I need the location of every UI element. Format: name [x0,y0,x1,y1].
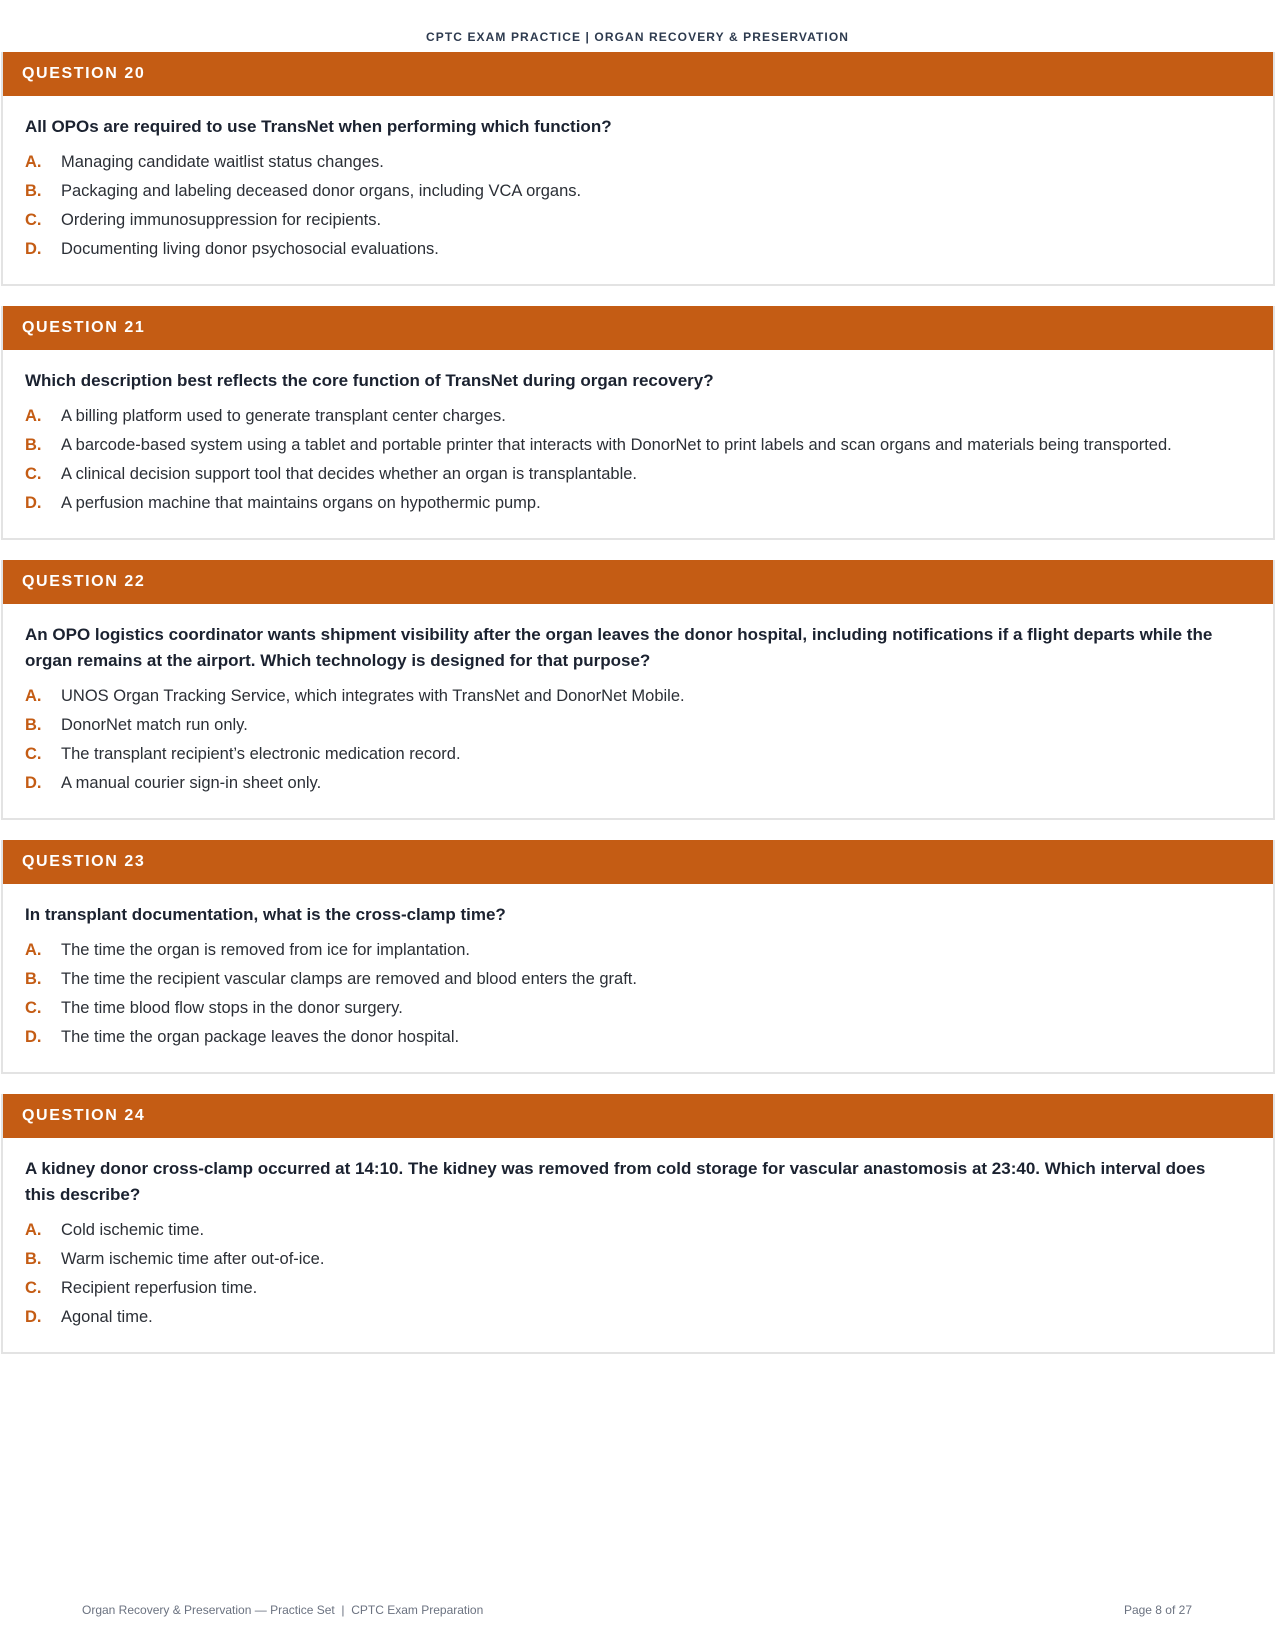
option-text: Cold ischemic time. [61,1221,205,1239]
answer-option-a[interactable] [25,682,1251,711]
question-stem: An OPO logistics coordinator wants shipment visibility after the organ leaves the donor hospital, including notifications if a flight departs while the organ remains at the airport. Which technology is designed for that purpose? [25,625,1213,670]
footer-document-title: Organ Recovery & Preservation — Practice Set | CPTC Exam Preparation [82,1603,484,1617]
option-text: A clinical decision support tool that decides whether an organ is transplantable. [61,465,638,483]
answer-options [25,1216,1251,1332]
question-body [3,884,1273,1072]
option-text: The time blood flow stops in the donor surgery. [61,999,403,1017]
question-card [1,52,1275,286]
option-text: Warm ischemic time after out-of-ice. [61,1250,325,1268]
option-letter: C. [25,999,42,1017]
option-letter: D. [25,494,42,512]
option-letter: B. [25,436,42,454]
option-text: A perfusion machine that maintains organs on hypothermic pump. [61,494,541,512]
option-letter: A. [25,687,42,705]
question-card [1,560,1275,820]
answer-options [25,402,1251,518]
option-letter: C. [25,211,42,229]
option-text: Ordering immunosuppression for recipients. [61,211,382,229]
running-header: CPTC EXAM PRACTICE | ORGAN RECOVERY & PRESERVATION [425,30,850,44]
question-stem: In transplant documentation, what is the cross-clamp time? [25,905,506,924]
option-letter: A. [25,941,42,959]
option-text: DonorNet match run only. [61,716,248,734]
answer-options [25,148,1251,264]
option-letter: B. [25,182,42,200]
option-letter: B. [25,970,42,988]
answer-option-b[interactable] [25,965,1251,994]
option-letter: B. [25,1250,42,1268]
answer-option-c[interactable] [25,206,1251,235]
answer-option-a[interactable] [25,936,1251,965]
option-text: Documenting living donor psychosocial evaluations. [61,240,439,258]
option-letter: C. [25,465,42,483]
question-card [1,840,1275,1074]
option-text: A billing platform used to generate transplant center charges. [61,407,506,425]
answer-option-b[interactable] [25,431,1251,460]
page-footer [82,1603,1192,1617]
option-text: The time the organ package leaves the donor hospital. [61,1028,460,1046]
answer-option-c[interactable] [25,1274,1251,1303]
answer-option-c[interactable] [25,460,1251,489]
option-text: UNOS Organ Tracking Service, which integrates with TransNet and DonorNet Mobile. [61,687,685,705]
question-number: QUESTION 24 [3,1094,1273,1138]
answer-option-b[interactable] [25,711,1251,740]
option-letter: A. [25,1221,42,1239]
answer-option-b[interactable] [25,177,1251,206]
answer-option-d[interactable] [25,769,1251,798]
option-text: The time the organ is removed from ice for implantation. [61,941,471,959]
option-letter: D. [25,774,42,792]
option-text: The transplant recipient’s electronic medication record. [61,745,461,763]
option-text: Agonal time. [61,1308,153,1326]
question-list [1,52,1275,1354]
option-letter: C. [25,745,42,763]
question-number: QUESTION 21 [3,306,1273,350]
question-card [1,306,1275,540]
answer-option-c[interactable] [25,994,1251,1023]
answer-option-d[interactable] [25,1303,1251,1332]
question-stem: All OPOs are required to use TransNet when performing which function? [25,117,612,136]
option-letter: D. [25,240,42,258]
question-number: QUESTION 23 [3,840,1273,884]
option-letter: D. [25,1028,42,1046]
answer-option-a[interactable] [25,148,1251,177]
question-body [3,350,1273,538]
answer-options [25,682,1251,798]
answer-option-d[interactable] [25,235,1251,264]
question-stem: Which description best reflects the core function of TransNet during organ recovery? [25,371,714,390]
option-letter: A. [25,407,42,425]
answer-option-a[interactable] [25,402,1251,431]
question-body [3,96,1273,284]
question-stem: A kidney donor cross-clamp occurred at 14:10. The kidney was removed from cold storage for vascular anastomosis at 23:40. Which interval does this describe? [25,1159,1206,1204]
question-body [3,1138,1273,1352]
question-number: QUESTION 20 [3,52,1273,96]
option-letter: A. [25,153,42,171]
question-body [3,604,1273,818]
option-letter: B. [25,716,42,734]
answer-options [25,936,1251,1052]
option-text: Recipient reperfusion time. [61,1279,258,1297]
page-number: Page 8 of 27 [1123,1603,1192,1617]
question-card [1,1094,1275,1354]
answer-option-d[interactable] [25,489,1251,518]
answer-option-b[interactable] [25,1245,1251,1274]
option-text: The time the recipient vascular clamps are removed and blood enters the graft. [61,970,637,988]
option-text: A manual courier sign-in sheet only. [61,774,322,792]
answer-option-a[interactable] [25,1216,1251,1245]
option-text: Packaging and labeling deceased donor organs, including VCA organs. [61,182,582,200]
option-text: Managing candidate waitlist status changes. [61,153,384,171]
question-number: QUESTION 22 [3,560,1273,604]
option-text: A barcode-based system using a tablet and portable printer that interacts with DonorNet to print labels and scan organs and materials being transported. [61,436,1172,454]
answer-option-d[interactable] [25,1023,1251,1052]
option-letter: D. [25,1308,42,1326]
option-letter: C. [25,1279,42,1297]
answer-option-c[interactable] [25,740,1251,769]
